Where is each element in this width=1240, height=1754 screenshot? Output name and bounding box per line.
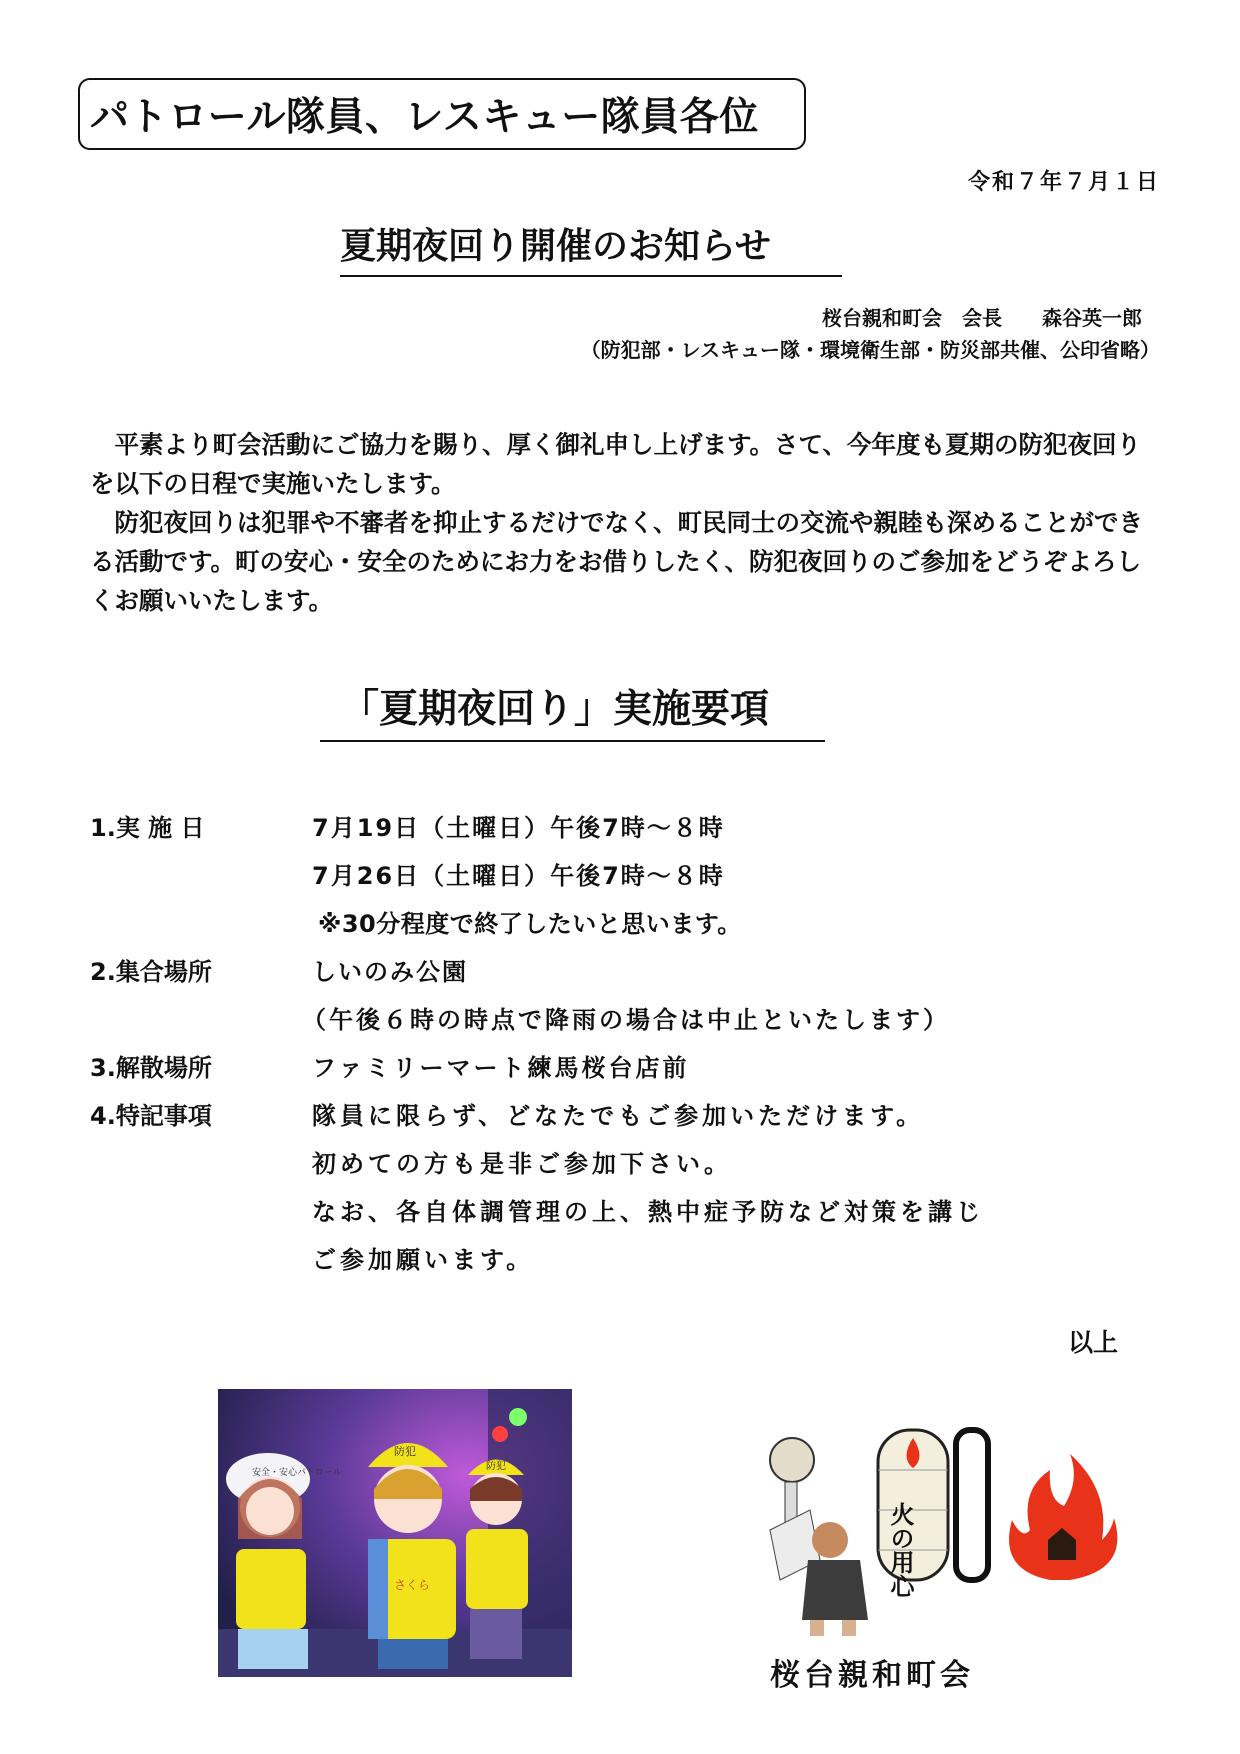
section-title: 「夏期夜回り」実施要項 xyxy=(340,687,770,732)
organization-name: 桜台親和町会 xyxy=(770,1658,974,1693)
body-paragraph-2: 防犯夜回りは犯罪や不審者を抑止するだけでなく、町民同士の交流や親睦も深めることができる活動です。町の安心・安全のためにお力をお借りしたく、防犯夜回りのご参加をどうぞよろしくお願いいたします。 xyxy=(90,508,1144,615)
vest-text: 防犯 xyxy=(394,1445,416,1458)
item-value-line: 7月19日（土曜日）午後7時～８時 xyxy=(312,814,725,842)
vest-name: さくら xyxy=(394,1578,431,1592)
closing-remark: 以上 xyxy=(1067,1328,1118,1357)
item-label-date: 1.実 施 日 xyxy=(90,814,205,842)
vest-text: 防犯 xyxy=(486,1461,506,1472)
date: 令和７年７月１日 xyxy=(967,170,1160,195)
item-value-line: しいのみ公園 xyxy=(312,958,468,986)
item-value-line: ファミリーマート練馬桜台店前 xyxy=(312,1054,690,1082)
item-value-note: ※30分程度で終了したいと思います。 xyxy=(318,910,742,938)
emblem-image xyxy=(730,1410,1150,1640)
document-title: 夏期夜回り開催のお知らせ xyxy=(340,226,771,267)
body-paragraph-1: 平素より町会活動にご協力を賜り、厚く御礼申し上げます。さて、今年度も夏期の防犯夜回りを以下の日程で実施いたします。 xyxy=(90,430,1142,498)
item-label-meeting-place: 2.集合場所 xyxy=(90,958,212,986)
item-label-dismissal-place: 3.解散場所 xyxy=(90,1054,212,1082)
item-label-notes: 4.特記事項 xyxy=(90,1102,212,1130)
addressee-text: パトロール隊員、レスキュー隊員各位 xyxy=(90,95,759,140)
patrol-illustration-image xyxy=(218,1389,572,1677)
sender-note: （防犯部・レスキュー隊・環境衛生部・防災部共催、公印省略） xyxy=(580,338,1160,362)
item-value-line: 隊員に限らず、どなたでもご参加いただけます。 xyxy=(312,1102,925,1130)
item-value-line: 7月26日（土曜日）午後7時～８時 xyxy=(312,862,725,890)
item-value-line: 初めての方も是非ご参加下さい。 xyxy=(312,1150,732,1178)
patrol-illustration xyxy=(218,1389,572,1677)
item-value-line: ご参加願います。 xyxy=(312,1246,535,1274)
title-underline xyxy=(340,275,842,277)
item-value-note: （午後６時の時点で降雨の場合は中止といたします） xyxy=(302,1006,950,1034)
cap-text: 安全・安心パトロール xyxy=(252,1468,342,1478)
town-association-emblem xyxy=(730,1410,1150,1690)
section-underline xyxy=(320,740,825,742)
item-value-line: なお、各自体調管理の上、熱中症予防など対策を講じ xyxy=(312,1198,984,1226)
sender: 桜台親和町会 会長 森谷英一郎 xyxy=(822,306,1142,330)
addressee-box xyxy=(78,78,806,150)
lantern-text: 火の用心 xyxy=(886,1502,914,1598)
